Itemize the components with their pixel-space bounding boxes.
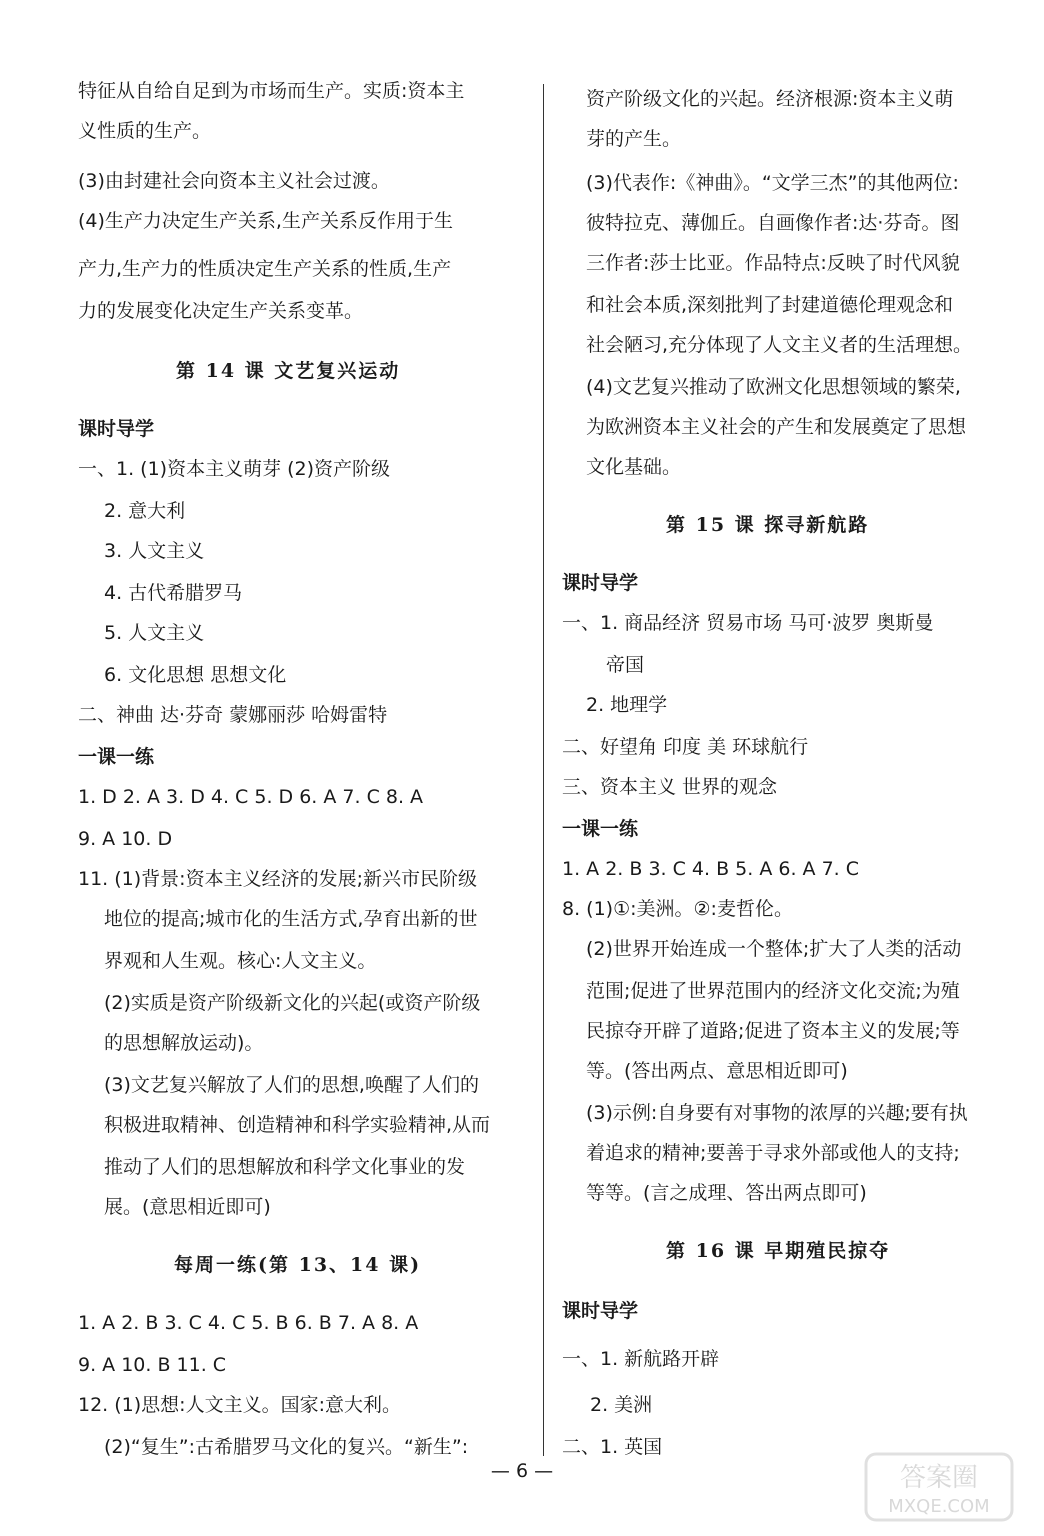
text-line: 11. (1)背景:资本主义经济的发展;新兴市民阶级 bbox=[78, 868, 477, 890]
section-title: 每周一练(第 13、14 课) bbox=[174, 1254, 422, 1276]
text-line: (4)生产力决定生产关系,生产关系反作用于生 bbox=[78, 210, 453, 232]
text-line: 彼特拉克、薄伽丘。自画像作者:达·芬奇。图 bbox=[586, 212, 960, 234]
text-line: 着追求的精神;要善于寻求外部或他人的支持; bbox=[586, 1142, 960, 1164]
text-line: (3)示例:自身要有对事物的浓厚的兴趣;要有执 bbox=[586, 1102, 968, 1124]
text-line: 等。(答出两点、意思相近即可) bbox=[586, 1060, 848, 1082]
subheading: 一课一练 bbox=[562, 818, 639, 840]
watermark-logo-icon bbox=[864, 1452, 1014, 1522]
text-line: (2)实质是资产阶级新文化的兴起(或资产阶级 bbox=[104, 992, 481, 1014]
text-line: 二、1. 英国 bbox=[562, 1436, 663, 1458]
text-line: (4)文艺复兴推动了欧洲文化思想领域的繁荣, bbox=[586, 376, 961, 398]
answer-line: 1. A 2. B 3. C 4. C 5. B 6. B 7. A 8. A bbox=[78, 1312, 419, 1334]
text-line: 帝国 bbox=[606, 654, 645, 676]
text-line: 2. 地理学 bbox=[586, 694, 668, 716]
answer-line: 1. D 2. A 3. D 4. C 5. D 6. A 7. C 8. A bbox=[78, 786, 424, 808]
subheading: 课时导学 bbox=[78, 418, 155, 440]
answer-line: 9. A 10. D bbox=[78, 828, 173, 850]
text-line: 二、神曲 达·芬奇 蒙娜丽莎 哈姆雷特 bbox=[78, 704, 388, 726]
text-line: 12. (1)思想:人文主义。国家:意大利。 bbox=[78, 1394, 401, 1416]
text-line: 一、1. 商品经济 贸易市场 马可·波罗 奥斯曼 bbox=[562, 612, 934, 634]
text-line: 3. 人文主义 bbox=[104, 540, 205, 562]
text-line: 推动了人们的思想解放和科学文化事业的发 bbox=[104, 1156, 466, 1178]
text-line: (3)文艺复兴解放了人们的思想,唤醒了人们的 bbox=[104, 1074, 479, 1096]
text-line: 范围;促进了世界范围内的经济文化交流;为殖 bbox=[586, 980, 960, 1002]
text-line: (3)由封建社会向资本主义社会过渡。 bbox=[78, 170, 390, 192]
text-line: 义性质的生产。 bbox=[78, 120, 212, 142]
text-line: 一、1. 新航路开辟 bbox=[562, 1348, 720, 1370]
text-line: 为欧洲资本主义社会的产生和发展奠定了思想 bbox=[586, 416, 967, 438]
text-line: (2)世界开始连成一个整体;扩大了人类的活动 bbox=[586, 938, 962, 960]
text-line: 资产阶级文化的兴起。经济根源:资本主义萌 bbox=[586, 88, 954, 110]
text-line: 力的发展变化决定生产关系变革。 bbox=[78, 300, 364, 322]
text-line: 三作者:莎士比亚。作品特点:反映了时代风貌 bbox=[586, 252, 960, 274]
subheading: 一课一练 bbox=[78, 746, 155, 768]
text-line: 8. (1)①:美洲。②:麦哲伦。 bbox=[562, 898, 793, 920]
text-line: 产力,生产力的性质决定生产关系的性质,生产 bbox=[78, 258, 452, 280]
column-divider bbox=[543, 84, 544, 1456]
text-line: (3)代表作:《神曲》。“文学三杰”的其他两位: bbox=[586, 172, 959, 194]
section-title: 第 15 课 探寻新航路 bbox=[666, 514, 870, 536]
subheading: 课时导学 bbox=[562, 1300, 639, 1322]
subheading: 课时导学 bbox=[562, 572, 639, 594]
text-line: 积极进取精神、创造精神和科学实验精神,从而 bbox=[104, 1114, 491, 1136]
section-title: 第 16 课 早期殖民掠夺 bbox=[666, 1240, 891, 1262]
text-line: 二、好望角 印度 美 环球航行 bbox=[562, 736, 809, 758]
text-line: 文化基础。 bbox=[586, 456, 682, 478]
section-title: 第 14 课 文艺复兴运动 bbox=[176, 360, 401, 382]
text-line: 的思想解放运动)。 bbox=[104, 1032, 264, 1054]
text-line: 2. 意大利 bbox=[104, 500, 186, 522]
text-line: 4. 古代希腊罗马 bbox=[104, 582, 243, 604]
text-line: 界观和人生观。核心:人文主义。 bbox=[104, 950, 377, 972]
text-line: 5. 人文主义 bbox=[104, 622, 205, 644]
text-line: 特征从自给自足到为市场而生产。实质:资本主 bbox=[78, 80, 465, 102]
text-line: 2. 美洲 bbox=[590, 1394, 653, 1416]
answer-line: 1. A 2. B 3. C 4. B 5. A 6. A 7. C bbox=[562, 858, 860, 880]
text-line: 和社会本质,深刻批判了封建道德伦理观念和 bbox=[586, 294, 954, 316]
text-line: 6. 文化思想 思想文化 bbox=[104, 664, 287, 686]
answer-line: 9. A 10. B 11. C bbox=[78, 1354, 227, 1376]
svg-text:MXQE.COM: MXQE.COM bbox=[888, 1496, 990, 1517]
text-line: 三、资本主义 世界的观念 bbox=[562, 776, 778, 798]
text-line: 等等。(言之成理、答出两点即可) bbox=[586, 1182, 867, 1204]
text-line: 民掠夺开辟了道路;促进了资本主义的发展;等 bbox=[586, 1020, 960, 1042]
text-line: 展。(意思相近即可) bbox=[104, 1196, 271, 1218]
text-line: 社会陋习,充分体现了人文主义者的生活理想。 bbox=[586, 334, 973, 356]
text-line: 地位的提高;城市化的生活方式,孕育出新的世 bbox=[104, 908, 478, 930]
page-number: — 6 — bbox=[490, 1460, 554, 1482]
text-line: (2)“复生”:古希腊罗马文化的复兴。“新生”: bbox=[104, 1436, 469, 1458]
text-line: 一、1. (1)资本主义萌芽 (2)资产阶级 bbox=[78, 458, 391, 480]
svg-text:答案圈: 答案圈 bbox=[899, 1463, 979, 1493]
text-line: 芽的产生。 bbox=[586, 128, 682, 150]
